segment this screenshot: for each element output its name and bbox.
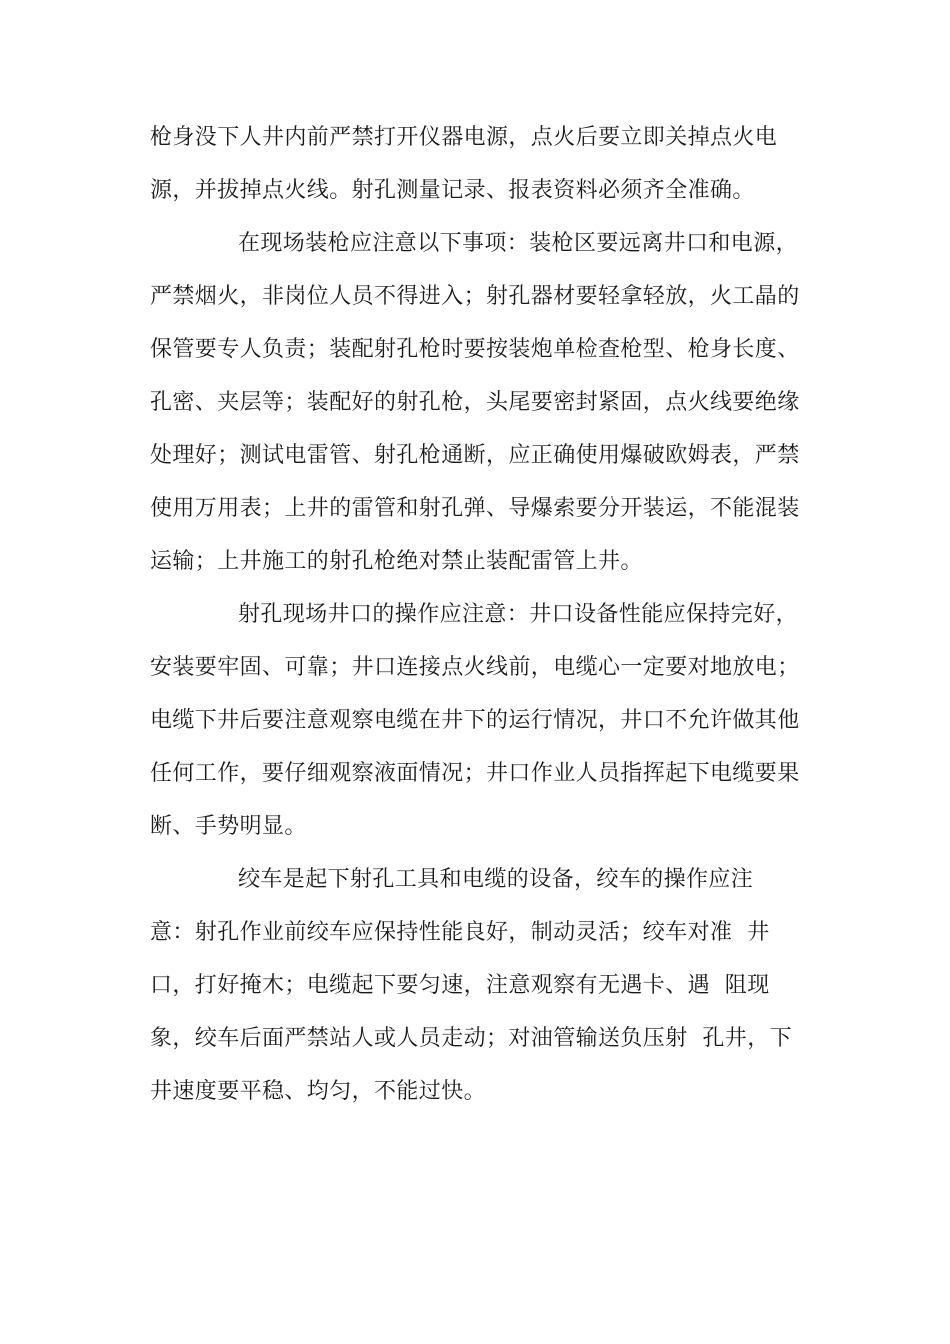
text-line: 井速度要平稳、均匀，不能过快。 <box>150 1079 487 1104</box>
text-line: 使用万用表；上井的雷管和射孔弹、导爆索要分开装运，不能混装 <box>150 496 800 521</box>
text-line: 处理好；测试电雷管、射孔枪通断，应正确使用爆破欧姆表，严禁 <box>150 443 800 468</box>
text-line: 断、手势明显。 <box>150 814 307 839</box>
text-line: 象，绞车后面严禁站人或人员走动；对油管输送负压射 孔井，下 <box>150 1026 792 1051</box>
text-line: 意：射孔作业前绞车应保持性能良好，制动灵活；绞车对准 井 <box>150 920 770 945</box>
text-line: 任何工作，要仔细观察液面情况；井口作业人员指挥起下电缆要果 <box>150 761 800 786</box>
paragraph-start-line: 在现场装枪应注意以下事项：装枪区要远离井口和电源， <box>238 231 799 256</box>
paragraph-start-line: 绞车是起下射孔工具和电缆的设备，绞车的操作应注 <box>238 867 754 892</box>
text-line: 源，并拔掉点火线。射孔测量记录、报表资料必须齐全准确。 <box>150 178 755 203</box>
text-line: 口，打好掩木；电缆起下要匀速，注意观察有无遇卡、遇 阻现 <box>150 973 770 998</box>
text-line: 安装要牢固、可靠；井口连接点火线前，电缆心一定要对地放电； <box>150 655 800 680</box>
text-line: 电缆下井后要注意观察电缆在井下的运行情况，井口不允许做其他 <box>150 708 800 733</box>
text-line: 严禁烟火，非岗位人员不得进入；射孔器材要轻拿轻放，火工晶的 <box>150 284 800 309</box>
text-line: 孔密、夹层等；装配好的射孔枪，头尾要密封紧固，点火线要绝缘 <box>150 390 800 415</box>
text-line: 枪身没下人井内前严禁打开仪器电源，点火后要立即关掉点火电 <box>150 125 778 150</box>
text-line: 运输；上井施工的射孔枪绝对禁止装配雷管上井。 <box>150 549 643 574</box>
paragraph-start-line: 射孔现场井口的操作应注意：井口设备性能应保持完好， <box>238 602 799 627</box>
text-line: 保管要专人负责；装配射孔枪时要按装炮单检查枪型、枪身长度、 <box>150 337 800 362</box>
